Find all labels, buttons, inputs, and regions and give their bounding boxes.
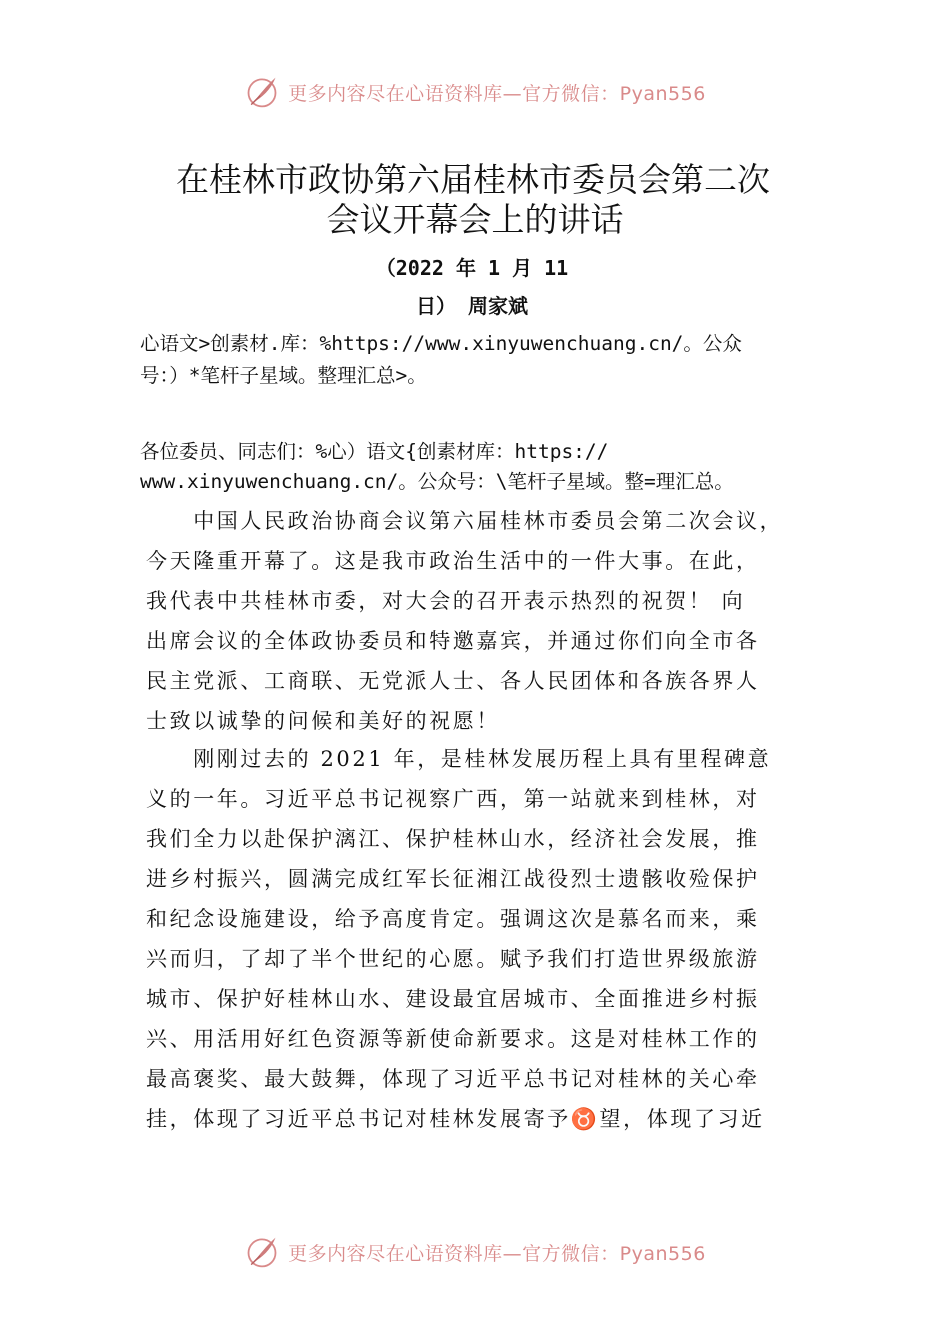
feather-quill-logo-icon — [244, 1234, 280, 1270]
body-line: 兴、用活用好红色资源等新使命新要求。这是对桂林工作的 — [146, 1027, 760, 1051]
salutation-line-2: www.xinyuwenchuang.cn/。公众号：\笔杆子星域。整=理汇总。 — [140, 470, 734, 493]
body-line: 义的一年。习近平总书记视察广西，第一站就来到桂林，对 — [146, 787, 760, 811]
body-line: 出席会议的全体政协委员和特邀嘉宾，并通过你们向全市各 — [146, 629, 760, 653]
body-line: 我们全力以赴保护漓江、保护桂林山水，经济社会发展，推 — [146, 827, 760, 851]
body-line: 挂，体现了习近平总书记对桂林发展寄予♉望，体现了习近 — [146, 1107, 765, 1131]
body-line: 士致以诚挚的问候和美好的祝愿！ — [146, 709, 500, 733]
salutation-line-1: 各位委员、同志们：%心）语文{创素材库：https:// — [140, 440, 609, 463]
source-note-line-1: 心语文>创素材.库：%https://www.xinyuwenchuang.cn/。公众 — [140, 332, 742, 355]
body-line: 兴而归，了却了半个世纪的心愿。赋予我们打造世界级旅游 — [146, 947, 760, 971]
body-line: 城市、保护好桂林山水、建设最宜居城市、全面推进乡村振 — [146, 987, 760, 1011]
watermark-text: 更多内容尽在心语资料库—官方微信：Pyan556 — [288, 1242, 706, 1265]
document-title-line-2: 会议开幕会上的讲话 — [326, 200, 624, 239]
header-watermark — [0, 70, 950, 114]
feather-quill-logo-icon — [244, 74, 280, 110]
document-title-line-1: 在桂林市政协第六届桂林市委员会第二次 — [176, 160, 770, 199]
source-note-line-2: 号：）*笔杆子星域。整理汇总>。 — [140, 364, 427, 387]
body-line: 最高褒奖、最大鼓舞，体现了习近平总书记对桂林的关心牵 — [146, 1067, 760, 1091]
author-line: 日） 周家斌 — [415, 294, 529, 318]
body-line: 中国人民政治协商会议第六届桂林市委员会第二次会议， — [146, 509, 784, 533]
body-line: 今天隆重开幕了。这是我市政治生活中的一件大事。在此， — [146, 549, 760, 573]
body-line: 进乡村振兴，圆满完成红军长征湘江战役烈士遗骸收殓保护 — [146, 867, 760, 891]
body-line: 刚刚过去的 2021 年，是桂林发展历程上具有里程碑意 — [146, 747, 772, 771]
body-line: 我代表中共桂林市委，对大会的召开表示热烈的祝贺！ 向 — [146, 589, 746, 613]
body-line: 和纪念设施建设，给予高度肯定。强调这次是慕名而来，乘 — [146, 907, 760, 931]
footer-watermark — [0, 1230, 950, 1274]
body-line: 民主党派、工商联、无党派人士、各人民团体和各族各界人 — [146, 669, 760, 693]
date-line: （2022 年 1 月 11 — [375, 256, 569, 280]
watermark-text: 更多内容尽在心语资料库—官方微信：Pyan556 — [288, 82, 706, 105]
